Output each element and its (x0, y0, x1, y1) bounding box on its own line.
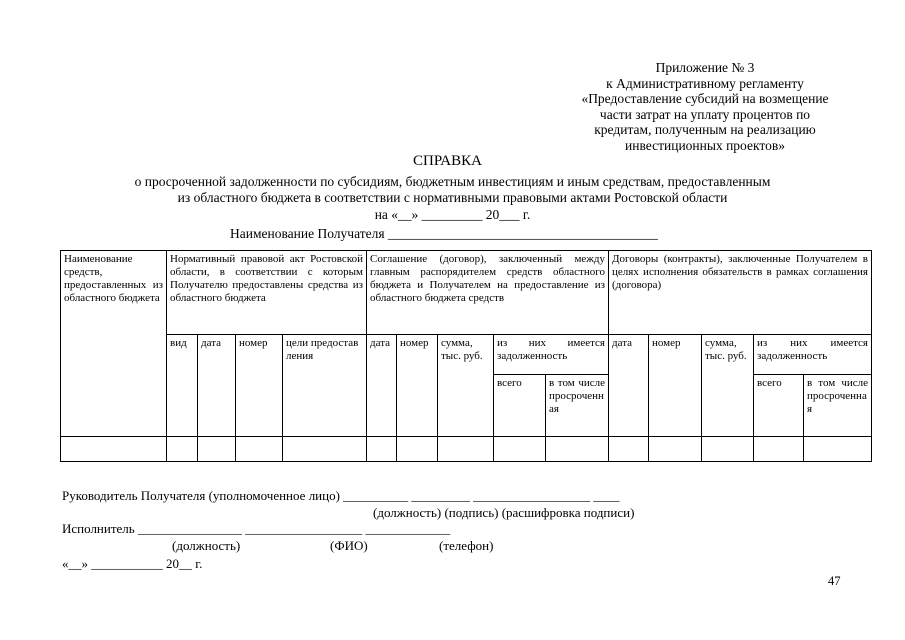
header-contracts: Договоры (контракты), заключенные Получателем в целях исполнения обязательств в рамках соглашения (договора) (609, 251, 872, 335)
table-cell (167, 437, 198, 462)
table-cell (367, 437, 397, 462)
table-row (61, 437, 872, 462)
table-cell (609, 437, 649, 462)
header-agreement: Соглашение (договор), заключенный между главным распорядителем средств областного бюджета и Получателем на предоставление из областного бюджета средств (367, 251, 609, 335)
sub-header-contract-debt-total: всего (754, 375, 804, 437)
sub-header-agreement-date: дата (367, 335, 397, 437)
page-number: 47 (828, 574, 841, 588)
header-funds-name: Наименование средств, предоставленных из областного бюджета (61, 251, 167, 437)
table-cell (702, 437, 754, 462)
sub-header-date: дата (198, 335, 236, 437)
table-header-row-1 (61, 251, 872, 335)
executor-caption-fio: (ФИО) (330, 538, 368, 553)
sub-header-contract-sum: сумма, тыс. руб. (702, 335, 754, 437)
table-header-row-2 (61, 335, 872, 375)
sub-header-purpose: цели предоставления (283, 335, 367, 437)
sub-header-agreement-debt-total: всего (494, 375, 546, 437)
sub-header-contract-number: номер (649, 335, 702, 437)
table-cell (397, 437, 438, 462)
sub-header-kind: вид (167, 335, 198, 437)
appendix-line-3: «Предоставление субсидий на возмещение (581, 91, 829, 106)
appendix-line-1: Приложение № 3 (655, 60, 755, 75)
executor-caption-position: (должность) (172, 538, 241, 553)
recipient-line: Наименование Получателя ________________________________________ (230, 226, 658, 241)
sub-header-agreement-number: номер (397, 335, 438, 437)
table-cell (754, 437, 804, 462)
table-cell (61, 437, 167, 462)
appendix-line-5: кредитам, полученным на реализацию (594, 122, 816, 137)
appendix-line-4: части затрат на уплату процентов по (599, 106, 811, 122)
sub-header-number: номер (236, 335, 283, 437)
table-cell (198, 437, 236, 462)
date-line: на «__» _________ 20___ г. (374, 207, 531, 222)
table-cell (236, 437, 283, 462)
document-subtitle-line-1: о просроченной задолженности по субсидиям, бюджетным инвестициям и иным средствам, предоставленным (134, 174, 771, 189)
footer-date-line: «__» ___________ 20__ г. (62, 556, 203, 571)
table-cell (438, 437, 494, 462)
table-cell (494, 437, 546, 462)
sub-header-agreement-sum: сумма, тыс. руб. (438, 335, 494, 437)
table-cell (546, 437, 609, 462)
sub-header-contract-debt-overdue: в том числе просроченная (804, 375, 872, 437)
table-cell (283, 437, 367, 462)
appendix-line-6: инвестиционных проектов» (625, 137, 785, 153)
appendix-line-2: к Административному регламенту (606, 75, 804, 91)
sub-header-contract-date: дата (609, 335, 649, 437)
head-signature-line: Руководитель Получателя (уполномоченное лицо) __________ _________ __________________ ____ (62, 488, 620, 503)
appendix-block (540, 60, 870, 153)
executor-line: Исполнитель ________________ __________________ _____________ (62, 521, 450, 536)
head-signature-caption: (должность) (подпись) (расшифровка подписи) (373, 505, 635, 520)
header-legal-act: Нормативный правовой акт Ростовской области, в соответствии с которым Получателю предоставлены средства из областного бюджета (167, 251, 367, 335)
sub-header-contract-debt: из них имеется задолженность (754, 335, 872, 375)
sub-header-agreement-debt-overdue: в том числе просроченная (546, 375, 609, 437)
executor-caption-phone: (телефон) (439, 538, 494, 553)
document-subtitle-line-2: из областного бюджета в соответствии с нормативными правовыми актами Ростовской области (177, 190, 728, 205)
table-cell (804, 437, 872, 462)
sub-header-agreement-debt: из них имеется задолженность (494, 335, 609, 375)
debt-table (60, 250, 872, 462)
table-cell (649, 437, 702, 462)
document-title: СПРАВКА (413, 153, 482, 169)
